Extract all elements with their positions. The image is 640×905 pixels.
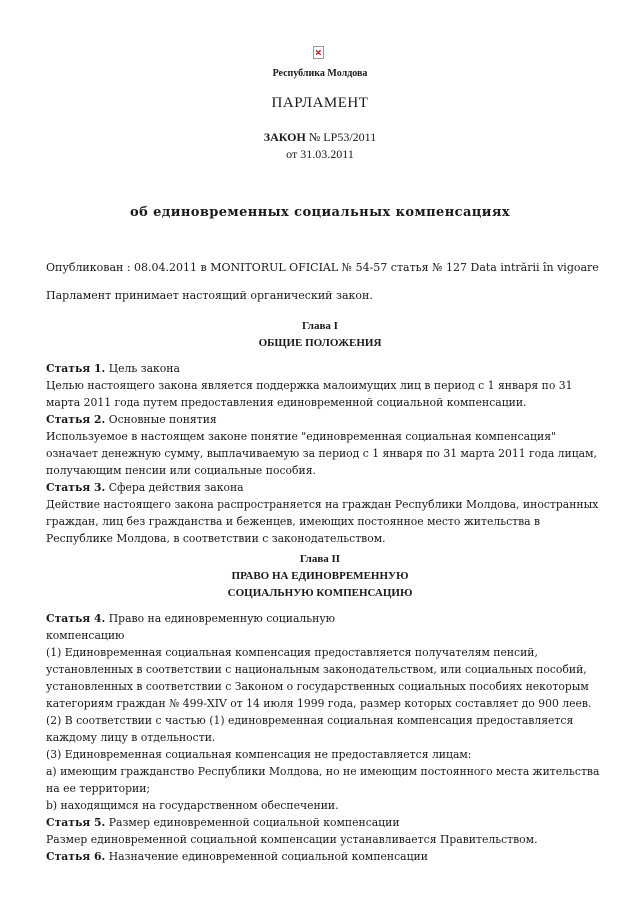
article-6-heading	[46, 848, 606, 865]
article-text-line: (3) Единовременная социальная компенсация не предоставляется лицам:	[46, 748, 472, 761]
article-text-line: означает денежную сумму, выплачиваемую за период с 1 января по 31 марта 2011 года лицам,	[46, 447, 597, 460]
parliament-heading: ПАРЛАМЕНТ	[271, 95, 369, 111]
article-text-line: Действие настоящего закона распространяется на граждан Республики Молдова, иностранных	[46, 498, 599, 511]
article-4-heading	[46, 610, 606, 627]
law-label: ЗАКОН	[263, 130, 306, 144]
publication-info: Опубликован : 08.04.2011 в MONITORUL OFICIAL № 54-57 статья № 127 Data intrării în vigoare	[46, 261, 599, 274]
article-label: Статья 2.	[46, 413, 106, 426]
chapter-title-line: СОЦИАЛЬНУЮ КОМПЕНСАЦИЮ	[227, 587, 413, 599]
chapter-2-heading	[0, 551, 640, 602]
article-title: Сфера действия закона	[108, 481, 244, 494]
article-1-heading	[46, 360, 606, 377]
article-5-heading	[46, 814, 606, 831]
republic-name: Республика Молдова	[272, 68, 368, 79]
law-title: об единовременных социальных компенсациях	[130, 205, 510, 220]
article-text-line: установленных в соответствии с национальным законодательством, или социальных пособий,	[46, 663, 587, 676]
law-date: от 31.03.2011	[286, 147, 354, 161]
article-text-line: Целью настоящего закона является поддержка малоимущих лиц в период с 1 января по 31	[46, 379, 573, 392]
law-number-line	[0, 130, 640, 145]
chapter-title: ОБЩИЕ ПОЛОЖЕНИЯ	[258, 337, 382, 349]
article-text-line: Размер единовременной социальной компенсации устанавливается Правительством.	[46, 833, 538, 846]
article-label: Статья 5.	[46, 816, 106, 829]
chapter-2-body	[46, 610, 606, 865]
article-label: Статья 1.	[46, 362, 106, 375]
chapter-1-heading	[0, 318, 640, 352]
chapter-1-body	[46, 360, 606, 547]
article-text-line: (2) В соответствии с частью (1) единовременная социальная компенсация предоставляется	[46, 714, 574, 727]
article-text-line: Республике Молдова, в соответствии с законодательством.	[46, 532, 386, 545]
article-text-line: Используемое в настоящем законе понятие "единовременная социальная компенсация"	[46, 430, 556, 443]
law-number: № LP53/2011	[308, 130, 377, 144]
chapter-title-line: ПРАВО НА ЕДИНОВРЕМЕННУЮ	[231, 570, 409, 582]
article-text-line: на ее территории;	[46, 782, 151, 795]
article-text-line: a) имеющим гражданство Республики Молдова, но не имеющим постоянного места жительства	[46, 765, 600, 778]
article-text-line: каждому лицу в отдельности.	[46, 731, 216, 744]
article-label: Статья 3.	[46, 481, 106, 494]
article-title: Цель закона	[108, 362, 180, 375]
article-text-line: марта 2011 года путем предоставления единовременной социальной компенсации.	[46, 396, 527, 409]
article-label: Статья 6.	[46, 850, 106, 863]
preamble: Парламент принимает настоящий органический закон.	[46, 289, 373, 302]
article-text-line: b) находящимся на государственном обеспечении.	[46, 799, 339, 812]
article-title-continued: компенсацию	[46, 629, 125, 642]
chapter-number: Глава I	[302, 320, 338, 332]
article-title: Основные понятия	[108, 413, 217, 426]
article-2-heading	[46, 411, 606, 428]
article-text-line: получающим пенсии или социальные пособия.	[46, 464, 316, 477]
article-text-line: (1) Единовременная социальная компенсация предоставляется получателям пенсий,	[46, 646, 538, 659]
article-text-line: граждан, лиц без гражданства и беженцев, имеющих постоянное место жительства в	[46, 515, 541, 528]
chapter-number: Глава II	[299, 553, 341, 565]
article-3-heading	[46, 479, 606, 496]
article-text-line: категориям граждан № 499-XIV от 14 июля 1999 года, размер которых составляет до 900 леев.	[46, 697, 592, 710]
article-text-line: установленных в соответствии с Законом о государственных социальных пособиях некоторым	[46, 680, 589, 693]
article-label: Статья 4.	[46, 612, 106, 625]
broken-image-icon	[313, 46, 324, 59]
article-title: Назначение единовременной социальной компенсации	[108, 850, 428, 863]
article-title: Право на единовременную социальную	[108, 612, 336, 625]
article-title: Размер единовременной социальной компенсации	[108, 816, 400, 829]
